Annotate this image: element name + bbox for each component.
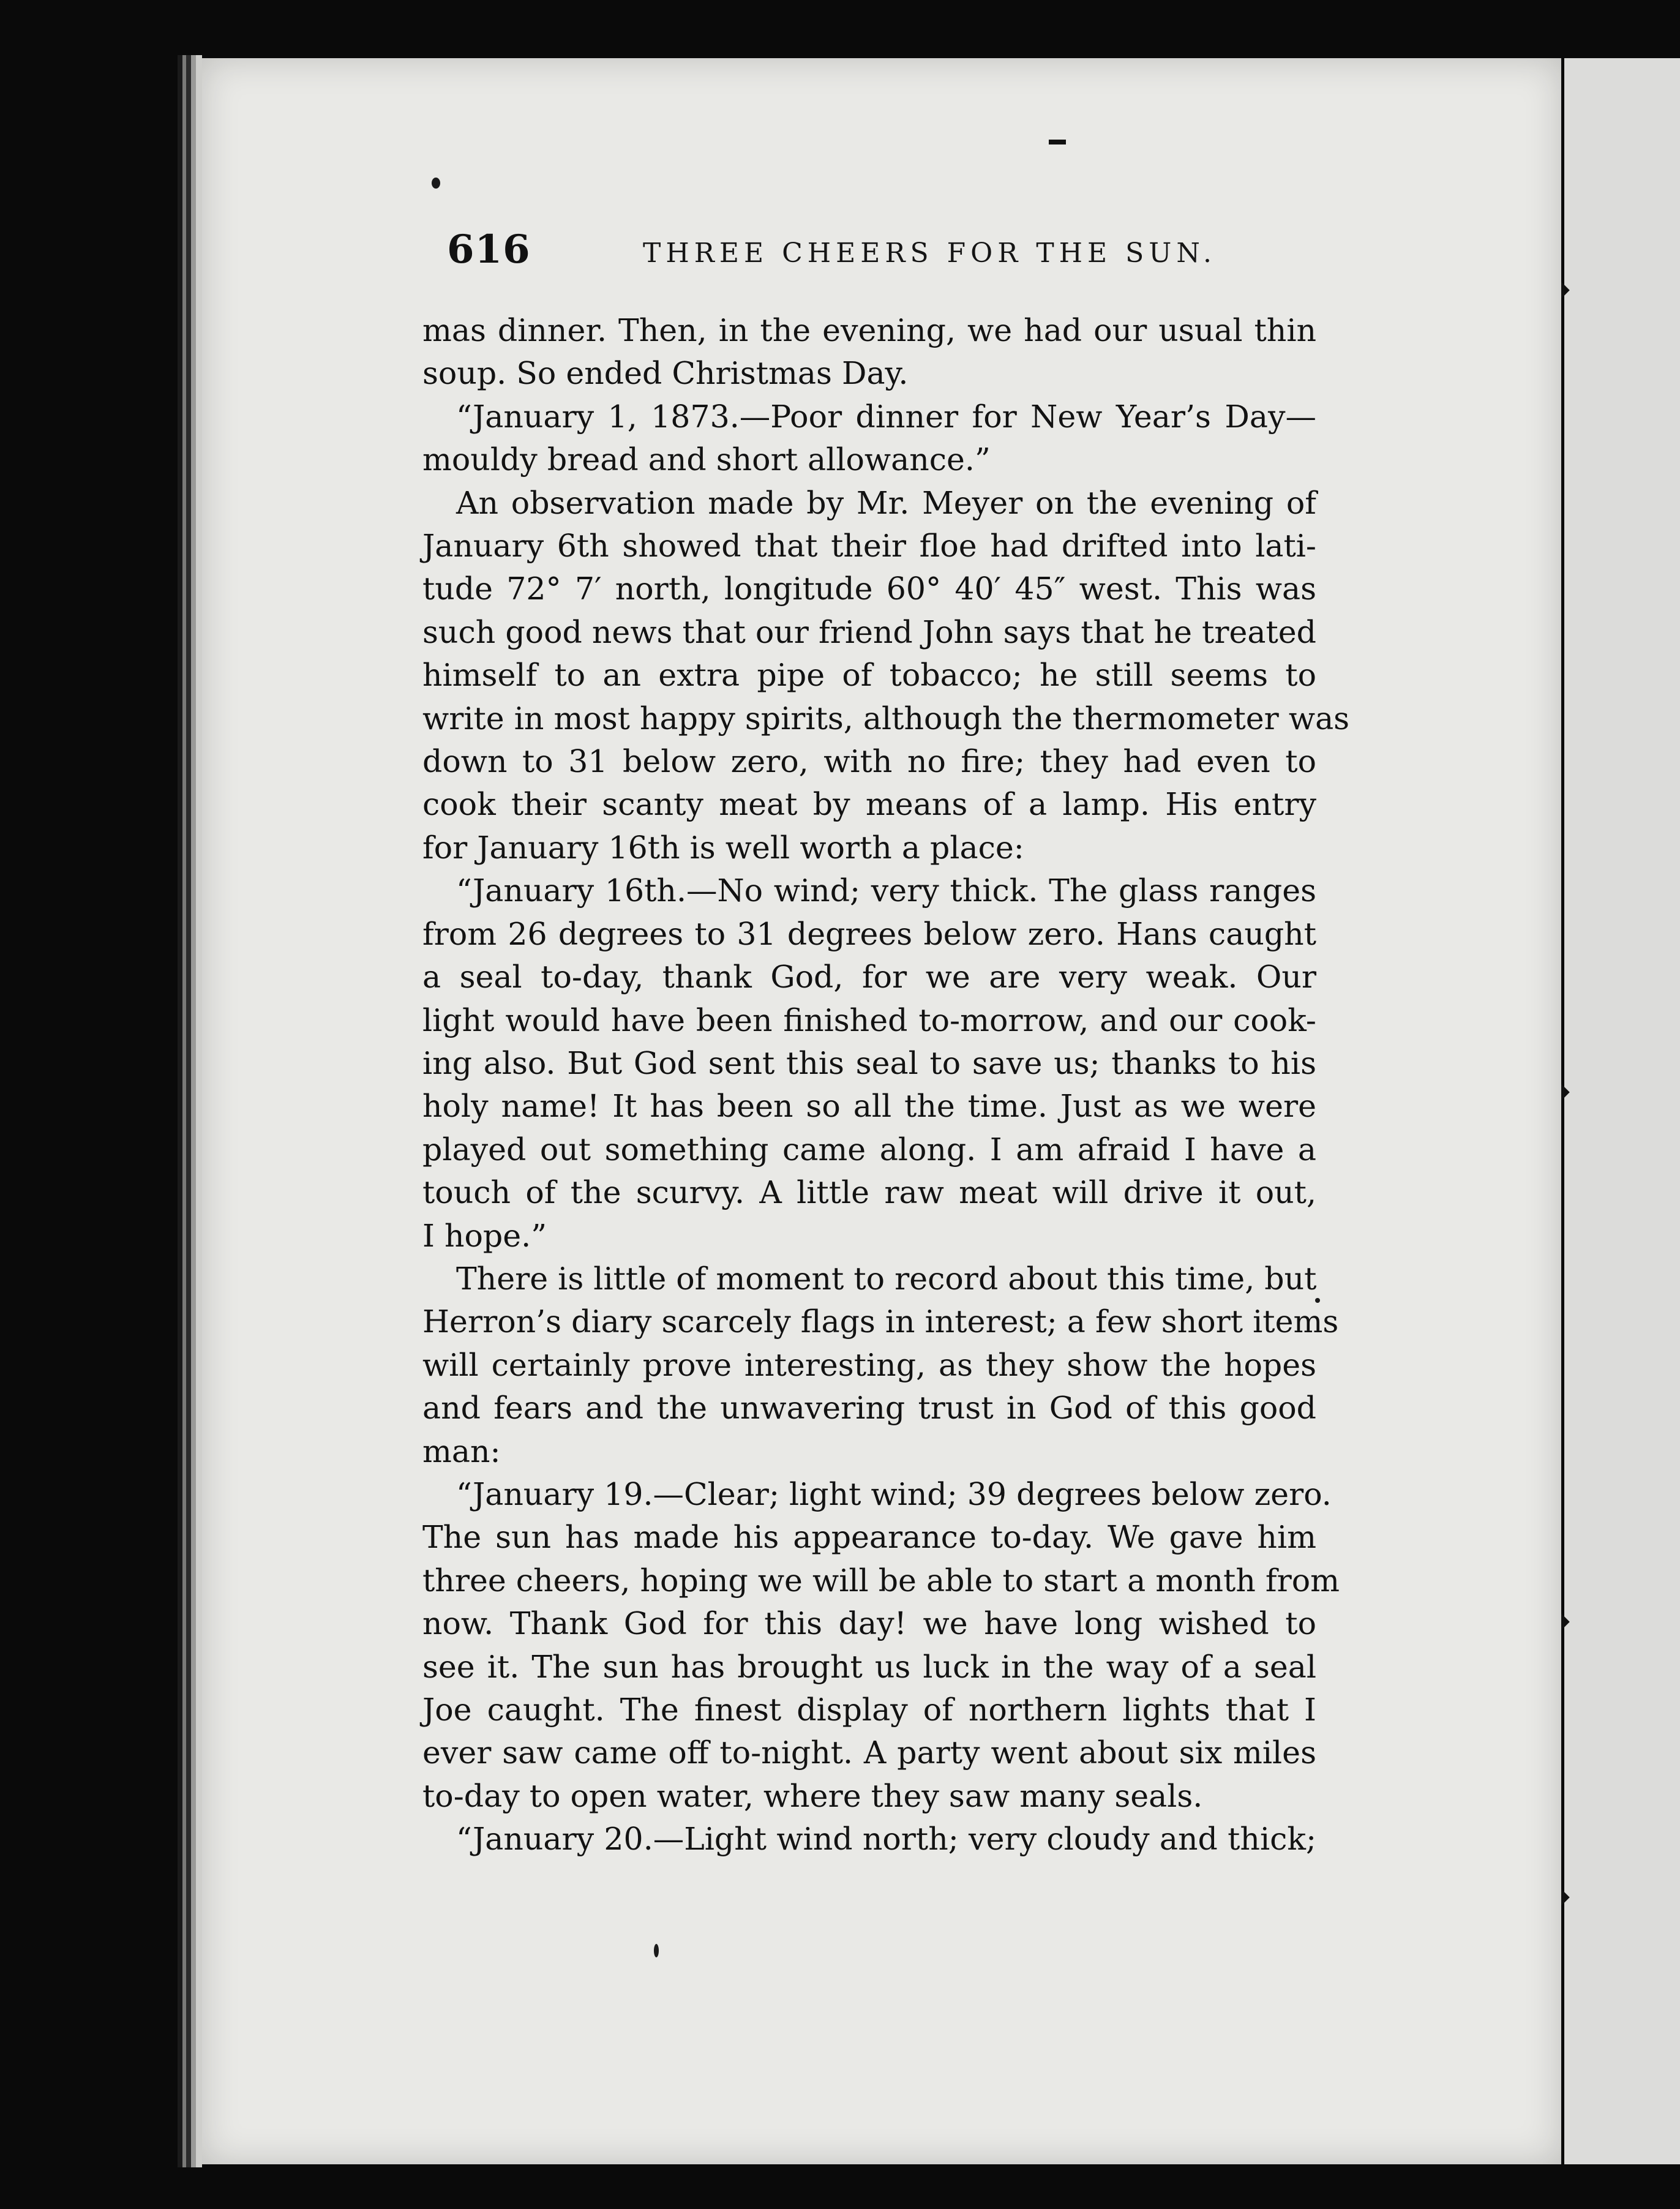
print-mark: [1049, 140, 1066, 144]
body-text: [422, 309, 1350, 1861]
text-line: such good news that our friend John says that he treated: [422, 613, 1316, 650]
page-header: [447, 227, 1316, 300]
text-line: holy name! It has been so all the time. Just as we were: [422, 1088, 1316, 1125]
text-line: three cheers, hoping we will be able to start a month from: [422, 1562, 1340, 1599]
ink-speck: [654, 1944, 659, 1957]
text-line: for January 16th is well worth a place:: [422, 829, 1024, 866]
text-line: see it. The sun has brought us luck in the way of a seal: [422, 1648, 1316, 1685]
text-line: Herron’s diary scarcely flags in interest; a few short items: [422, 1303, 1339, 1340]
left-binding-edge: [178, 55, 202, 2167]
text-line: light would have been finished to-morrow, and our cook-: [422, 1002, 1316, 1038]
text-line: tude 72° 7′ north, longitude 60° 40′ 45″ west. This was: [422, 571, 1316, 607]
text-line: will certainly prove interesting, as they show the hopes: [422, 1346, 1316, 1383]
text-line: “January 19.—Clear; light wind; 39 degrees below zero.: [456, 1476, 1332, 1512]
text-line: ing also. But God sent this seal to save us; thanks to his: [422, 1044, 1316, 1081]
text-line: man:: [422, 1433, 501, 1469]
text-line: soup. So ended Christmas Day.: [422, 355, 909, 392]
text-line: down to 31 below zero, with no fire; they had even to: [422, 743, 1316, 780]
running-head: THREE CHEERS FOR THE SUN.: [643, 238, 1217, 269]
text-line: mouldy bread and short allowance.”: [422, 441, 991, 478]
text-line: “January 20.—Light wind north; very cloudy and thick;: [456, 1821, 1316, 1858]
text-line: from 26 degrees to 31 degrees below zero. Hans caught: [422, 915, 1316, 952]
text-line: a seal to-day, thank God, for we are very weak. Our: [422, 959, 1316, 996]
text-line: played out something came along. I am afraid I have a: [422, 1131, 1316, 1168]
ink-speck: [432, 178, 440, 189]
page-number: 616: [447, 227, 531, 272]
text-line: “January 1, 1873.—Poor dinner for New Year’s Day—: [456, 398, 1316, 435]
text-line: to-day to open water, where they saw many seals.: [422, 1777, 1203, 1814]
text-line: cook their scanty meat by means of a lamp. His entry: [422, 786, 1316, 823]
text-line: touch of the scurvy. A little raw meat will drive it out,: [422, 1174, 1316, 1211]
text-line: “January 16th.—No wind; very thick. The glass ranges: [456, 872, 1316, 909]
text-line: now. Thank God for this day! we have long wished to: [422, 1605, 1316, 1642]
text-line: write in most happy spirits, although the thermometer was: [422, 700, 1350, 737]
text-line: Joe caught. The finest display of northern lights that I: [422, 1692, 1316, 1728]
text-line: An observation made by Mr. Meyer on the evening of: [456, 484, 1316, 521]
text-line: The sun has made his appearance to-day. We gave him: [422, 1519, 1316, 1556]
text-line: January 6th showed that their floe had drifted into lati-: [422, 528, 1316, 564]
text-line: himself to an extra pipe of tobacco; he still seems to: [422, 657, 1316, 694]
text-line: and fears and the unwavering trust in God of this good: [422, 1390, 1316, 1427]
text-line: I hope.”: [422, 1217, 547, 1254]
facing-page-edge: [1564, 58, 1680, 2164]
text-line: There is little of moment to record about this time, but: [456, 1260, 1317, 1297]
text-line: mas dinner. Then, in the evening, we had our usual thin: [422, 312, 1316, 348]
text-line: ever saw came off to-night. A party went about six miles: [422, 1735, 1316, 1771]
